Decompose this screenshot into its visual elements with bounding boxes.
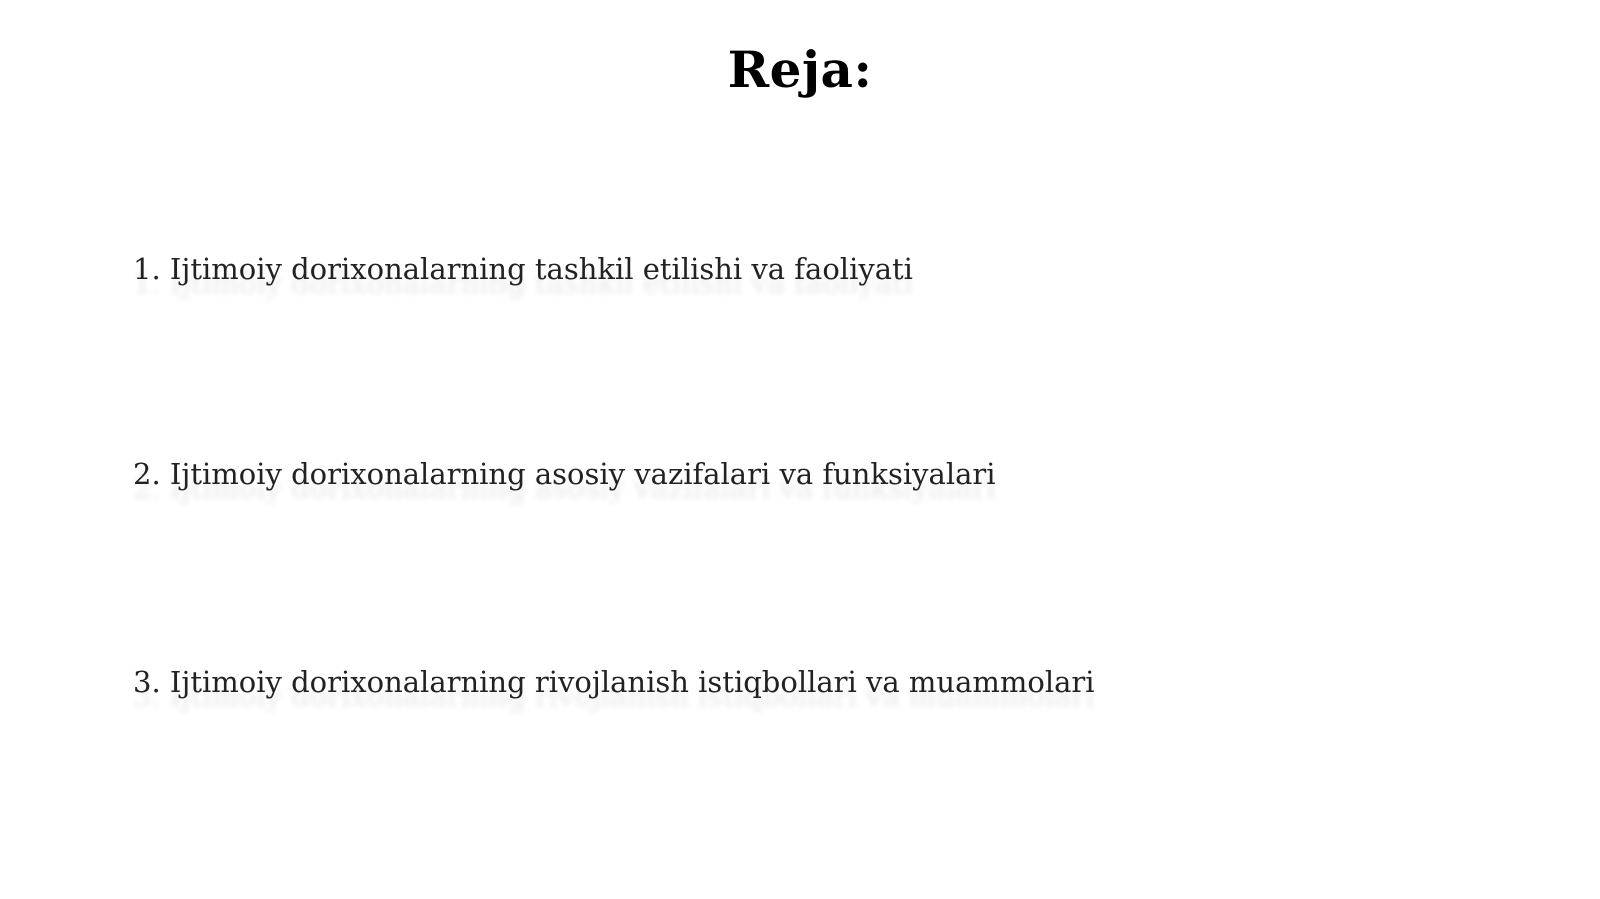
plan-item-1: 1. Ijtimoiy dorixonalarning tashkil etilishi va faoliyati: [133, 252, 913, 286]
plan-item-3: 3. Ijtimoiy dorixonalarning rivojlanish istiqbollari va muammolari: [133, 665, 1095, 699]
plan-item-2: 2. Ijtimoiy dorixonalarning asosiy vazifalari va funksiyalari: [133, 457, 996, 491]
slide-title: Reja:: [727, 40, 873, 99]
